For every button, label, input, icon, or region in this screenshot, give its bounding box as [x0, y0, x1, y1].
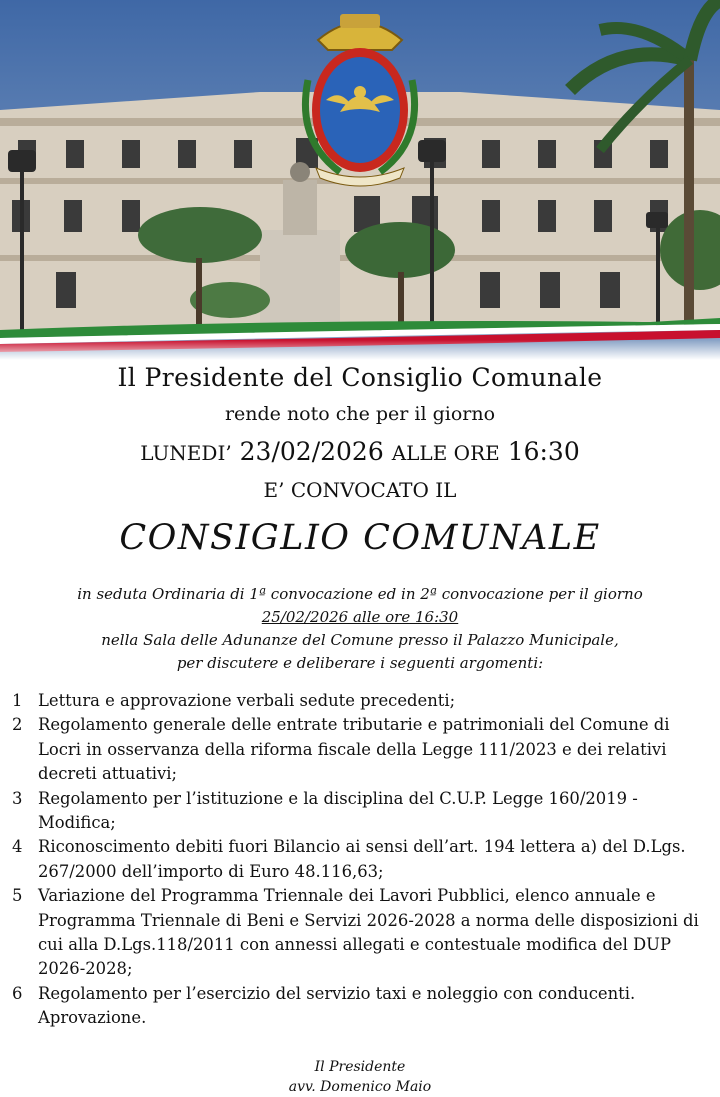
- second-convocation-date: 25/02/2026 alle ore 16:30: [261, 608, 459, 626]
- signature-block: [0, 1057, 720, 1097]
- council-title: CONSIGLIO COMUNALE: [119, 518, 601, 558]
- list-item: 1 Lettura e approvazione verbali sedute precedenti;: [12, 691, 456, 710]
- intro-line: rende noto che per il giorno: [224, 403, 496, 425]
- announcer-line: Il Presidente del Consiglio Comunale: [117, 363, 603, 392]
- meeting-date: 23/02/2026: [239, 437, 384, 466]
- list-item: 6 Regolamento per l’esercizio del servizio taxi e noleggio con conducenti. Aprovazione.: [12, 983, 636, 1028]
- list-item: 5 Variazione del Programma Triennale dei Lavori Pubblici, elenco annuale e Programma Triennale di Beni e Servizi 2026-2028 a norma delle disposizioni di cui alla D.Lgs.118/2011 con annessi allegati e contestuale modifica del DUP 2026-2028;: [12, 886, 699, 979]
- list-item: 4 Riconoscimento debiti fuori Bilancio ai sensi dell’art. 194 lettera a) del D.Lgs. 267/2000 dell’importo di Euro 48.116,63;: [12, 837, 686, 881]
- meeting-date-line: [0, 436, 720, 469]
- meeting-time-prefix: ALLE ORE: [391, 441, 500, 465]
- list-item: 2 Regolamento generale delle entrate tributarie e patrimoniali del Comune di Locri in osservanza della riforma fiscale della Legge 111/2023 e dei relativi decreti attuativi;: [12, 715, 670, 784]
- town-hall-illustration: [0, 0, 720, 360]
- signature-role: Il Presidente: [314, 1058, 406, 1075]
- convocation-line: E’ CONVOCATO IL: [263, 478, 457, 502]
- agenda-intro: per discutere e deliberare i seguenti argomenti:: [176, 654, 544, 672]
- signature-name: avv. Domenico Maio: [288, 1078, 432, 1095]
- session-detail: in seduta Ordinaria di 1ª convocazione ed in 2ª convocazione per il giorno: [77, 585, 643, 603]
- venue-line: nella Sala delle Adunanze del Comune presso il Palazzo Municipale,: [101, 631, 619, 649]
- list-item: 3 Regolamento per l’istituzione e la disciplina del C.U.P. Legge 160/2019 - Modifica;: [12, 788, 638, 833]
- header-image: [0, 0, 720, 360]
- agenda-list: [0, 689, 720, 1031]
- notice-body: [0, 356, 720, 1097]
- meeting-day: LUNEDI’: [140, 441, 232, 465]
- meeting-time: 16:30: [507, 437, 580, 466]
